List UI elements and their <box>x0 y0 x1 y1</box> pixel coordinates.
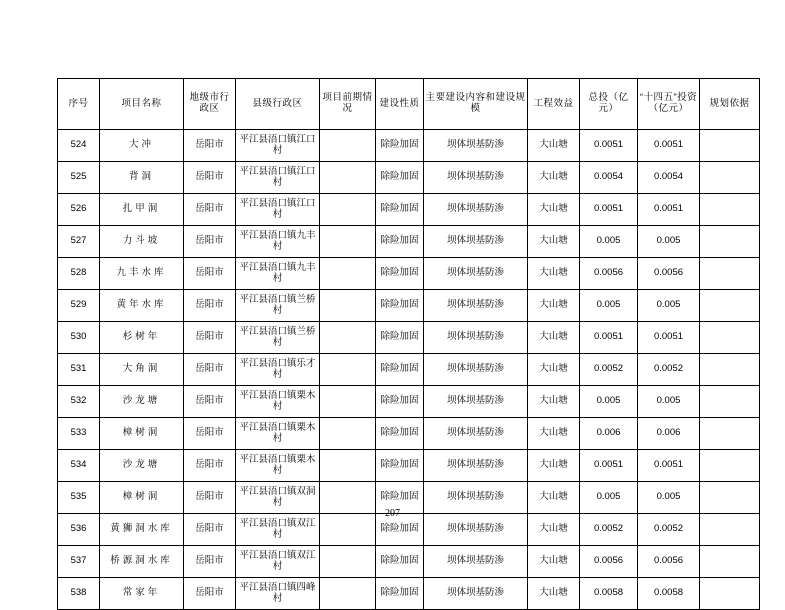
cell-content: 坝体坝基防渗 <box>424 290 528 322</box>
table-row <box>58 546 760 578</box>
cell-name: 大角洞 <box>100 354 184 386</box>
cell-content: 坝体坝基防渗 <box>424 514 528 546</box>
cell-basis <box>700 322 760 354</box>
cell-county: 平江县浯口镇江口村 <box>236 194 320 226</box>
cell-invest1455: 0.0051 <box>638 450 700 482</box>
cell-type: 除险加固 <box>376 354 424 386</box>
table-row <box>58 290 760 322</box>
cell-invest: 0.005 <box>580 290 638 322</box>
cell-basis <box>700 386 760 418</box>
cell-content: 坝体坝基防渗 <box>424 450 528 482</box>
cell-seq: 537 <box>58 546 100 578</box>
cell-type: 除险加固 <box>376 290 424 322</box>
cell-county: 平江县浯口镇兰桥村 <box>236 322 320 354</box>
cell-name: 扎甲洞 <box>100 194 184 226</box>
cell-benefit: 大山塘 <box>528 322 580 354</box>
cell-benefit: 大山塘 <box>528 482 580 514</box>
cell-county: 平江县浯口镇栗木村 <box>236 386 320 418</box>
cell-city: 岳阳市 <box>184 546 236 578</box>
cell-invest: 0.0058 <box>580 578 638 610</box>
cell-benefit: 大山塘 <box>528 194 580 226</box>
cell-invest: 0.0052 <box>580 354 638 386</box>
cell-county: 平江县浯口镇栗木村 <box>236 418 320 450</box>
cell-city: 岳阳市 <box>184 482 236 514</box>
cell-name: 力斗坡 <box>100 226 184 258</box>
cell-benefit: 大山塘 <box>528 514 580 546</box>
cell-city: 岳阳市 <box>184 354 236 386</box>
cell-city: 岳阳市 <box>184 162 236 194</box>
cell-county: 平江县浯口镇九丰村 <box>236 258 320 290</box>
table-row <box>58 194 760 226</box>
column-header-content-scale: 主要建设内容和建设规模 <box>424 79 528 130</box>
cell-invest: 0.005 <box>580 386 638 418</box>
cell-content: 坝体坝基防渗 <box>424 322 528 354</box>
cell-county: 平江县浯口镇江口村 <box>236 162 320 194</box>
cell-pre <box>320 322 376 354</box>
table-body <box>58 130 760 610</box>
cell-benefit: 大山塘 <box>528 258 580 290</box>
cell-city: 岳阳市 <box>184 194 236 226</box>
cell-basis <box>700 258 760 290</box>
cell-benefit: 大山塘 <box>528 290 580 322</box>
cell-city: 岳阳市 <box>184 418 236 450</box>
column-header-project-name: 项目名称 <box>100 79 184 130</box>
cell-county: 平江县浯口镇双江村 <box>236 514 320 546</box>
cell-invest: 0.0051 <box>580 194 638 226</box>
cell-pre <box>320 194 376 226</box>
cell-pre <box>320 258 376 290</box>
cell-benefit: 大山塘 <box>528 450 580 482</box>
cell-city: 岳阳市 <box>184 450 236 482</box>
cell-city: 岳阳市 <box>184 578 236 610</box>
cell-type: 除险加固 <box>376 130 424 162</box>
cell-invest1455: 0.0051 <box>638 194 700 226</box>
cell-content: 坝体坝基防渗 <box>424 578 528 610</box>
cell-pre <box>320 290 376 322</box>
cell-name: 桥源洞水库 <box>100 546 184 578</box>
cell-benefit: 大山塘 <box>528 386 580 418</box>
cell-city: 岳阳市 <box>184 130 236 162</box>
cell-type: 除险加固 <box>376 546 424 578</box>
cell-seq: 538 <box>58 578 100 610</box>
cell-county: 平江县浯口镇四峰村 <box>236 578 320 610</box>
cell-type: 除险加固 <box>376 578 424 610</box>
column-header-seq: 序号 <box>58 79 100 130</box>
cell-seq: 528 <box>58 258 100 290</box>
column-header-benefit: 工程效益 <box>528 79 580 130</box>
cell-content: 坝体坝基防渗 <box>424 546 528 578</box>
table-row <box>58 162 760 194</box>
cell-invest1455: 0.0051 <box>638 130 700 162</box>
cell-type: 除险加固 <box>376 162 424 194</box>
page-number: 207 <box>385 508 400 519</box>
cell-benefit: 大山塘 <box>528 546 580 578</box>
cell-name: 沙龙塘 <box>100 386 184 418</box>
table-row <box>58 258 760 290</box>
cell-type: 除险加固 <box>376 482 424 514</box>
cell-pre <box>320 354 376 386</box>
cell-type: 除险加固 <box>376 386 424 418</box>
cell-benefit: 大山塘 <box>528 130 580 162</box>
cell-type: 除险加固 <box>376 194 424 226</box>
cell-county: 平江县浯口镇双洞村 <box>236 482 320 514</box>
cell-type: 除险加固 <box>376 322 424 354</box>
cell-pre <box>320 418 376 450</box>
cell-content: 坝体坝基防渗 <box>424 130 528 162</box>
cell-city: 岳阳市 <box>184 290 236 322</box>
cell-name: 沙龙塘 <box>100 450 184 482</box>
column-header-city: 地级市行政区 <box>184 79 236 130</box>
cell-type: 除险加固 <box>376 450 424 482</box>
table-header-row <box>58 79 760 130</box>
cell-basis <box>700 162 760 194</box>
cell-name: 樟树洞 <box>100 418 184 450</box>
cell-content: 坝体坝基防渗 <box>424 194 528 226</box>
cell-invest1455: 0.0051 <box>638 322 700 354</box>
cell-pre <box>320 226 376 258</box>
cell-invest1455: 0.0054 <box>638 162 700 194</box>
table-row <box>58 130 760 162</box>
cell-seq: 532 <box>58 386 100 418</box>
cell-invest: 0.0052 <box>580 514 638 546</box>
cell-type: 除险加固 <box>376 514 424 546</box>
cell-name: 樟树洞 <box>100 482 184 514</box>
cell-invest1455: 0.0056 <box>638 258 700 290</box>
cell-name: 背洞 <box>100 162 184 194</box>
cell-city: 岳阳市 <box>184 258 236 290</box>
cell-invest1455: 0.005 <box>638 386 700 418</box>
cell-seq: 524 <box>58 130 100 162</box>
column-header-construction-type: 建设性质 <box>376 79 424 130</box>
cell-county: 平江县浯口镇九丰村 <box>236 226 320 258</box>
column-header-1455-investment: “十四五”投资（亿元） <box>638 79 700 130</box>
project-table <box>57 78 760 610</box>
cell-type: 除险加固 <box>376 418 424 450</box>
cell-name: 九丰水库 <box>100 258 184 290</box>
cell-invest: 0.0056 <box>580 546 638 578</box>
cell-city: 岳阳市 <box>184 322 236 354</box>
cell-content: 坝体坝基防渗 <box>424 418 528 450</box>
cell-name: 黄狮洞水库 <box>100 514 184 546</box>
cell-basis <box>700 130 760 162</box>
cell-county: 平江县浯口镇栗木村 <box>236 450 320 482</box>
cell-basis <box>700 578 760 610</box>
cell-seq: 535 <box>58 482 100 514</box>
cell-basis <box>700 194 760 226</box>
cell-invest: 0.0054 <box>580 162 638 194</box>
cell-invest1455: 0.0056 <box>638 546 700 578</box>
cell-content: 坝体坝基防渗 <box>424 162 528 194</box>
cell-basis <box>700 290 760 322</box>
cell-seq: 530 <box>58 322 100 354</box>
cell-seq: 525 <box>58 162 100 194</box>
project-table-container <box>57 78 750 610</box>
column-header-total-investment: 总投（亿元） <box>580 79 638 130</box>
cell-invest: 0.005 <box>580 226 638 258</box>
cell-content: 坝体坝基防渗 <box>424 386 528 418</box>
cell-type: 除险加固 <box>376 226 424 258</box>
cell-invest: 0.0051 <box>580 450 638 482</box>
cell-name: 常家年 <box>100 578 184 610</box>
cell-content: 坝体坝基防渗 <box>424 226 528 258</box>
cell-invest1455: 0.005 <box>638 290 700 322</box>
cell-content: 坝体坝基防渗 <box>424 258 528 290</box>
cell-benefit: 大山塘 <box>528 354 580 386</box>
table-row <box>58 386 760 418</box>
cell-city: 岳阳市 <box>184 386 236 418</box>
cell-pre <box>320 546 376 578</box>
cell-pre <box>320 130 376 162</box>
cell-benefit: 大山塘 <box>528 226 580 258</box>
cell-seq: 531 <box>58 354 100 386</box>
cell-basis <box>700 418 760 450</box>
cell-invest1455: 0.0058 <box>638 578 700 610</box>
cell-seq: 526 <box>58 194 100 226</box>
cell-invest1455: 0.005 <box>638 482 700 514</box>
cell-city: 岳阳市 <box>184 226 236 258</box>
cell-invest: 0.006 <box>580 418 638 450</box>
cell-content: 坝体坝基防渗 <box>424 482 528 514</box>
cell-benefit: 大山塘 <box>528 578 580 610</box>
table-row <box>58 354 760 386</box>
cell-county: 平江县浯口镇乐才村 <box>236 354 320 386</box>
column-header-county: 县级行政区 <box>236 79 320 130</box>
cell-basis <box>700 226 760 258</box>
cell-invest1455: 0.005 <box>638 226 700 258</box>
cell-name: 黄年水库 <box>100 290 184 322</box>
table-row <box>58 578 760 610</box>
cell-pre <box>320 450 376 482</box>
cell-invest: 0.005 <box>580 482 638 514</box>
cell-seq: 536 <box>58 514 100 546</box>
table-row <box>58 418 760 450</box>
table-row <box>58 226 760 258</box>
cell-name: 大冲 <box>100 130 184 162</box>
cell-type: 除险加固 <box>376 258 424 290</box>
cell-invest1455: 0.0052 <box>638 354 700 386</box>
cell-content: 坝体坝基防渗 <box>424 354 528 386</box>
cell-invest1455: 0.006 <box>638 418 700 450</box>
cell-pre <box>320 386 376 418</box>
cell-seq: 527 <box>58 226 100 258</box>
cell-invest: 0.0051 <box>580 130 638 162</box>
table-header <box>58 79 760 130</box>
table-row <box>58 450 760 482</box>
cell-pre <box>320 578 376 610</box>
cell-basis <box>700 546 760 578</box>
cell-seq: 533 <box>58 418 100 450</box>
cell-city: 岳阳市 <box>184 514 236 546</box>
cell-county: 平江县浯口镇兰桥村 <box>236 290 320 322</box>
cell-name: 杉树年 <box>100 322 184 354</box>
cell-basis <box>700 450 760 482</box>
column-header-preliminary: 项目前期情况 <box>320 79 376 130</box>
cell-invest: 0.0056 <box>580 258 638 290</box>
cell-basis <box>700 354 760 386</box>
cell-seq: 534 <box>58 450 100 482</box>
cell-county: 平江县浯口镇江口村 <box>236 130 320 162</box>
cell-invest: 0.0051 <box>580 322 638 354</box>
cell-pre <box>320 162 376 194</box>
column-header-planning-basis: 规划依据 <box>700 79 760 130</box>
cell-county: 平江县浯口镇双江村 <box>236 546 320 578</box>
table-row <box>58 322 760 354</box>
cell-benefit: 大山塘 <box>528 418 580 450</box>
cell-benefit: 大山塘 <box>528 162 580 194</box>
cell-invest1455: 0.0052 <box>638 514 700 546</box>
cell-seq: 529 <box>58 290 100 322</box>
